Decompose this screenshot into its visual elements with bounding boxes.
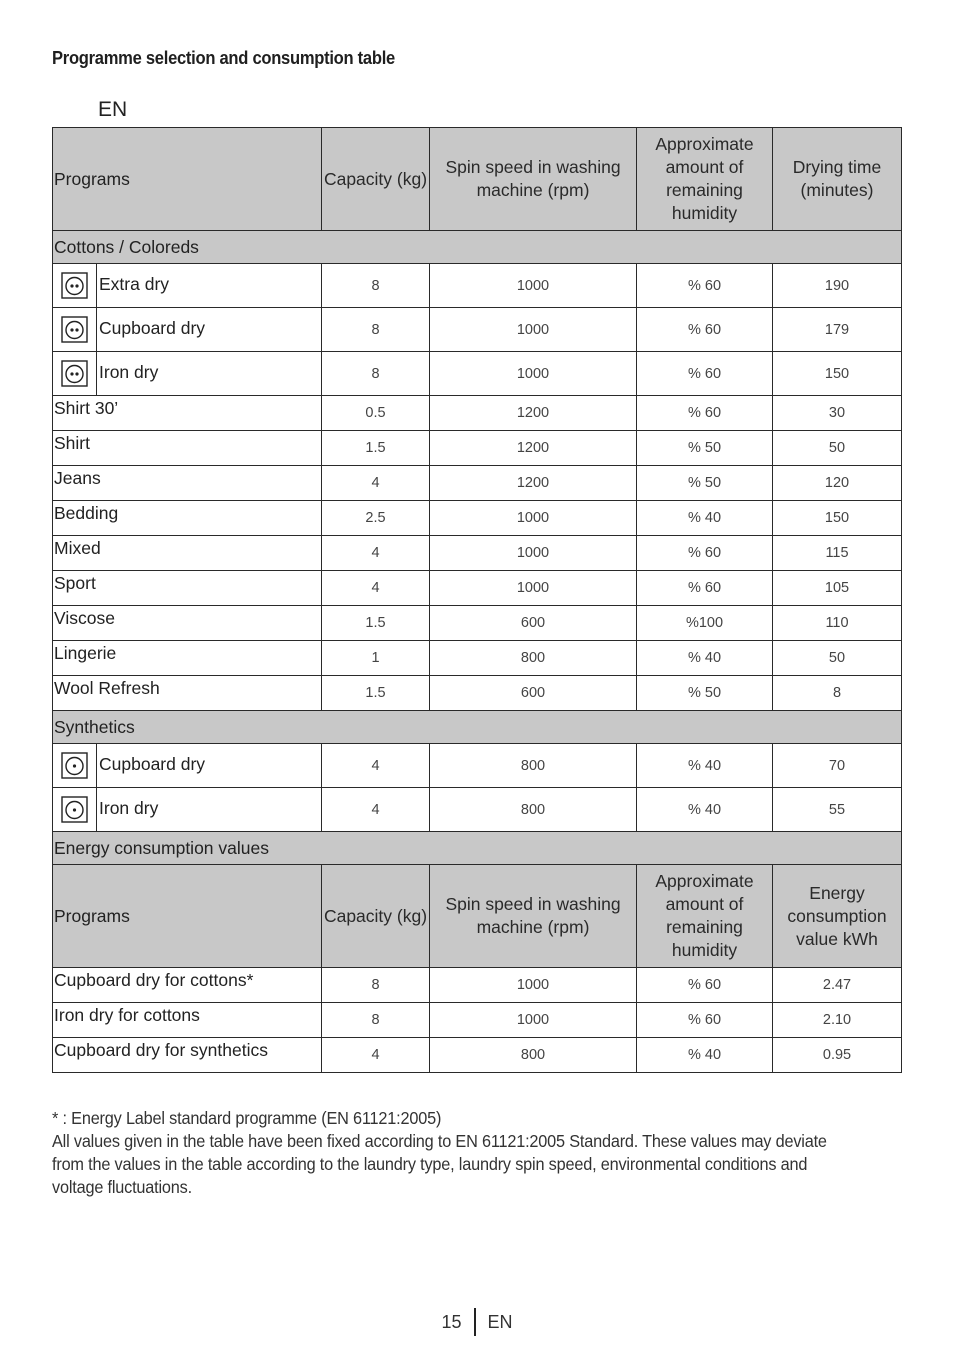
spin-speed-value: 800 — [430, 641, 637, 676]
dry-one-dot-icon — [53, 744, 97, 787]
group-label: Synthetics — [53, 711, 902, 744]
capacity-value: 8 — [322, 1003, 430, 1038]
capacity-value: 2.5 — [322, 501, 430, 536]
capacity-value: 8 — [322, 968, 430, 1003]
table-row — [53, 308, 902, 352]
table-row — [53, 1038, 902, 1073]
energy-value: 2.10 — [773, 1003, 902, 1038]
programme-table — [52, 127, 902, 1073]
humidity-value: % 60 — [637, 536, 773, 571]
drying-time-value: 30 — [773, 396, 902, 431]
capacity-value: 1.5 — [322, 606, 430, 641]
program-name: Shirt — [53, 431, 322, 466]
language-mark: EN — [98, 98, 128, 121]
spin-speed-value: 1000 — [430, 571, 637, 606]
program-name: Iron dry for cottons — [53, 1003, 322, 1038]
spin-speed-value: 1000 — [430, 501, 637, 536]
table-row — [53, 264, 902, 308]
humidity-value: % 40 — [637, 788, 773, 832]
program-name: Sport — [53, 571, 322, 606]
section-title: Programme selection and consumption table — [52, 48, 395, 68]
spin-speed-value: 600 — [430, 676, 637, 711]
capacity-value: 4 — [322, 1038, 430, 1073]
humidity-value: %100 — [637, 606, 773, 641]
energy-value: 2.47 — [773, 968, 902, 1003]
program-name: Wool Refresh — [53, 676, 322, 711]
energy-header-row — [53, 865, 902, 968]
table-row — [53, 536, 902, 571]
capacity-value: 8 — [322, 264, 430, 308]
page-number: 15 — [441, 1311, 462, 1332]
capacity-value: 1 — [322, 641, 430, 676]
humidity-value: % 60 — [637, 264, 773, 308]
capacity-value: 4 — [322, 744, 430, 788]
program-name: Cupboard dry — [99, 318, 206, 338]
program-cell — [53, 308, 322, 352]
program-name: Mixed — [53, 536, 322, 571]
drying-time-value: 8 — [773, 676, 902, 711]
program-cell — [53, 744, 322, 788]
group-row-cottons — [53, 231, 902, 264]
humidity-value: % 50 — [637, 466, 773, 501]
footnote-asterisk: * : Energy Label standard programme (EN 61121:2005) — [52, 1108, 442, 1128]
header-spin-speed: Spin speed in washing machine (rpm) — [430, 128, 637, 231]
spin-speed-value: 1200 — [430, 396, 637, 431]
spin-speed-value: 1000 — [430, 308, 637, 352]
humidity-value: % 60 — [637, 396, 773, 431]
dry-two-dots-icon — [53, 352, 97, 395]
header-programs: Programs — [53, 128, 322, 231]
table-row — [53, 501, 902, 536]
program-name: Iron dry — [99, 798, 159, 818]
humidity-value: % 60 — [637, 571, 773, 606]
table-row — [53, 676, 902, 711]
group-row-energy — [53, 832, 902, 865]
header-energy-consumption: Energy consumption value kWh — [773, 865, 902, 968]
drying-time-value: 50 — [773, 431, 902, 466]
drying-time-value: 150 — [773, 501, 902, 536]
table-row — [53, 396, 902, 431]
spin-speed-value: 1000 — [430, 352, 637, 396]
spin-speed-value: 800 — [430, 788, 637, 832]
program-name: Lingerie — [53, 641, 322, 676]
program-cell — [53, 352, 322, 396]
spin-speed-value: 1000 — [430, 1003, 637, 1038]
humidity-value: % 40 — [637, 1038, 773, 1073]
page-footer — [0, 1308, 954, 1336]
program-name: Iron dry — [99, 362, 159, 382]
spin-speed-value: 1000 — [430, 264, 637, 308]
drying-time-value: 55 — [773, 788, 902, 832]
footer-divider — [474, 1308, 476, 1336]
table-row — [53, 571, 902, 606]
header-spin-speed: Spin speed in washing machine (rpm) — [430, 865, 637, 968]
table-row — [53, 641, 902, 676]
humidity-value: % 40 — [637, 744, 773, 788]
table-row — [53, 744, 902, 788]
capacity-value: 1.5 — [322, 676, 430, 711]
capacity-value: 8 — [322, 308, 430, 352]
capacity-value: 4 — [322, 571, 430, 606]
spin-speed-value: 600 — [430, 606, 637, 641]
drying-time-value: 120 — [773, 466, 902, 501]
energy-value: 0.95 — [773, 1038, 902, 1073]
humidity-value: % 50 — [637, 676, 773, 711]
program-name: Cupboard dry for synthetics — [53, 1038, 322, 1073]
program-name: Bedding — [53, 501, 322, 536]
table-row — [53, 1003, 902, 1038]
spin-speed-value: 1000 — [430, 968, 637, 1003]
group-row-synthetics — [53, 711, 902, 744]
group-label: Energy consumption values — [53, 832, 902, 865]
spin-speed-value: 1200 — [430, 431, 637, 466]
footnote-text: All values given in the table have been fixed according to EN 61121:2005 Standard. These values may deviate from the values in the table according to the laundry type, laundry spin speed, environmental conditions and voltage fluctuations. — [52, 1131, 827, 1197]
drying-time-value: 70 — [773, 744, 902, 788]
table-row — [53, 606, 902, 641]
spin-speed-value: 800 — [430, 1038, 637, 1073]
humidity-value: % 60 — [637, 968, 773, 1003]
program-name: Jeans — [53, 466, 322, 501]
drying-time-value: 150 — [773, 352, 902, 396]
humidity-value: % 50 — [637, 431, 773, 466]
drying-time-value: 190 — [773, 264, 902, 308]
group-label: Cottons / Coloreds — [53, 231, 902, 264]
program-name: Viscose — [53, 606, 322, 641]
program-name: Cupboard dry — [99, 754, 206, 774]
drying-time-value: 115 — [773, 536, 902, 571]
humidity-value: % 40 — [637, 501, 773, 536]
humidity-value: % 60 — [637, 352, 773, 396]
capacity-value: 4 — [322, 788, 430, 832]
spin-speed-value: 1200 — [430, 466, 637, 501]
drying-time-value: 110 — [773, 606, 902, 641]
humidity-value: % 60 — [637, 308, 773, 352]
capacity-value: 1.5 — [322, 431, 430, 466]
program-name: Shirt 30’ — [53, 396, 322, 431]
dry-two-dots-icon — [53, 308, 97, 351]
footnote — [52, 1107, 843, 1199]
program-cell — [53, 788, 322, 832]
program-name: Cupboard dry for cottons* — [53, 968, 322, 1003]
dry-two-dots-icon — [53, 264, 97, 307]
capacity-value: 4 — [322, 536, 430, 571]
humidity-value: % 40 — [637, 641, 773, 676]
humidity-value: % 60 — [637, 1003, 773, 1038]
table-header-row — [53, 128, 902, 231]
header-remaining-humidity: Approximate amount of remaining humidity — [637, 865, 773, 968]
spin-speed-value: 1000 — [430, 536, 637, 571]
program-cell — [53, 264, 322, 308]
capacity-value: 4 — [322, 466, 430, 501]
header-capacity: Capacity (kg) — [322, 865, 430, 968]
table-row — [53, 968, 902, 1003]
header-capacity: Capacity (kg) — [322, 128, 430, 231]
spin-speed-value: 800 — [430, 744, 637, 788]
program-name: Extra dry — [99, 274, 170, 294]
header-remaining-humidity: Approximate amount of remaining humidity — [637, 128, 773, 231]
drying-time-value: 179 — [773, 308, 902, 352]
table-row — [53, 788, 902, 832]
drying-time-value: 105 — [773, 571, 902, 606]
footer-language: EN — [487, 1311, 513, 1332]
capacity-value: 0.5 — [322, 396, 430, 431]
header-programs: Programs — [53, 865, 322, 968]
table-row — [53, 352, 902, 396]
header-drying-time: Drying time (minutes) — [773, 128, 902, 231]
drying-time-value: 50 — [773, 641, 902, 676]
table-row — [53, 466, 902, 501]
capacity-value: 8 — [322, 352, 430, 396]
table-row — [53, 431, 902, 466]
dry-one-dot-icon — [53, 788, 97, 831]
